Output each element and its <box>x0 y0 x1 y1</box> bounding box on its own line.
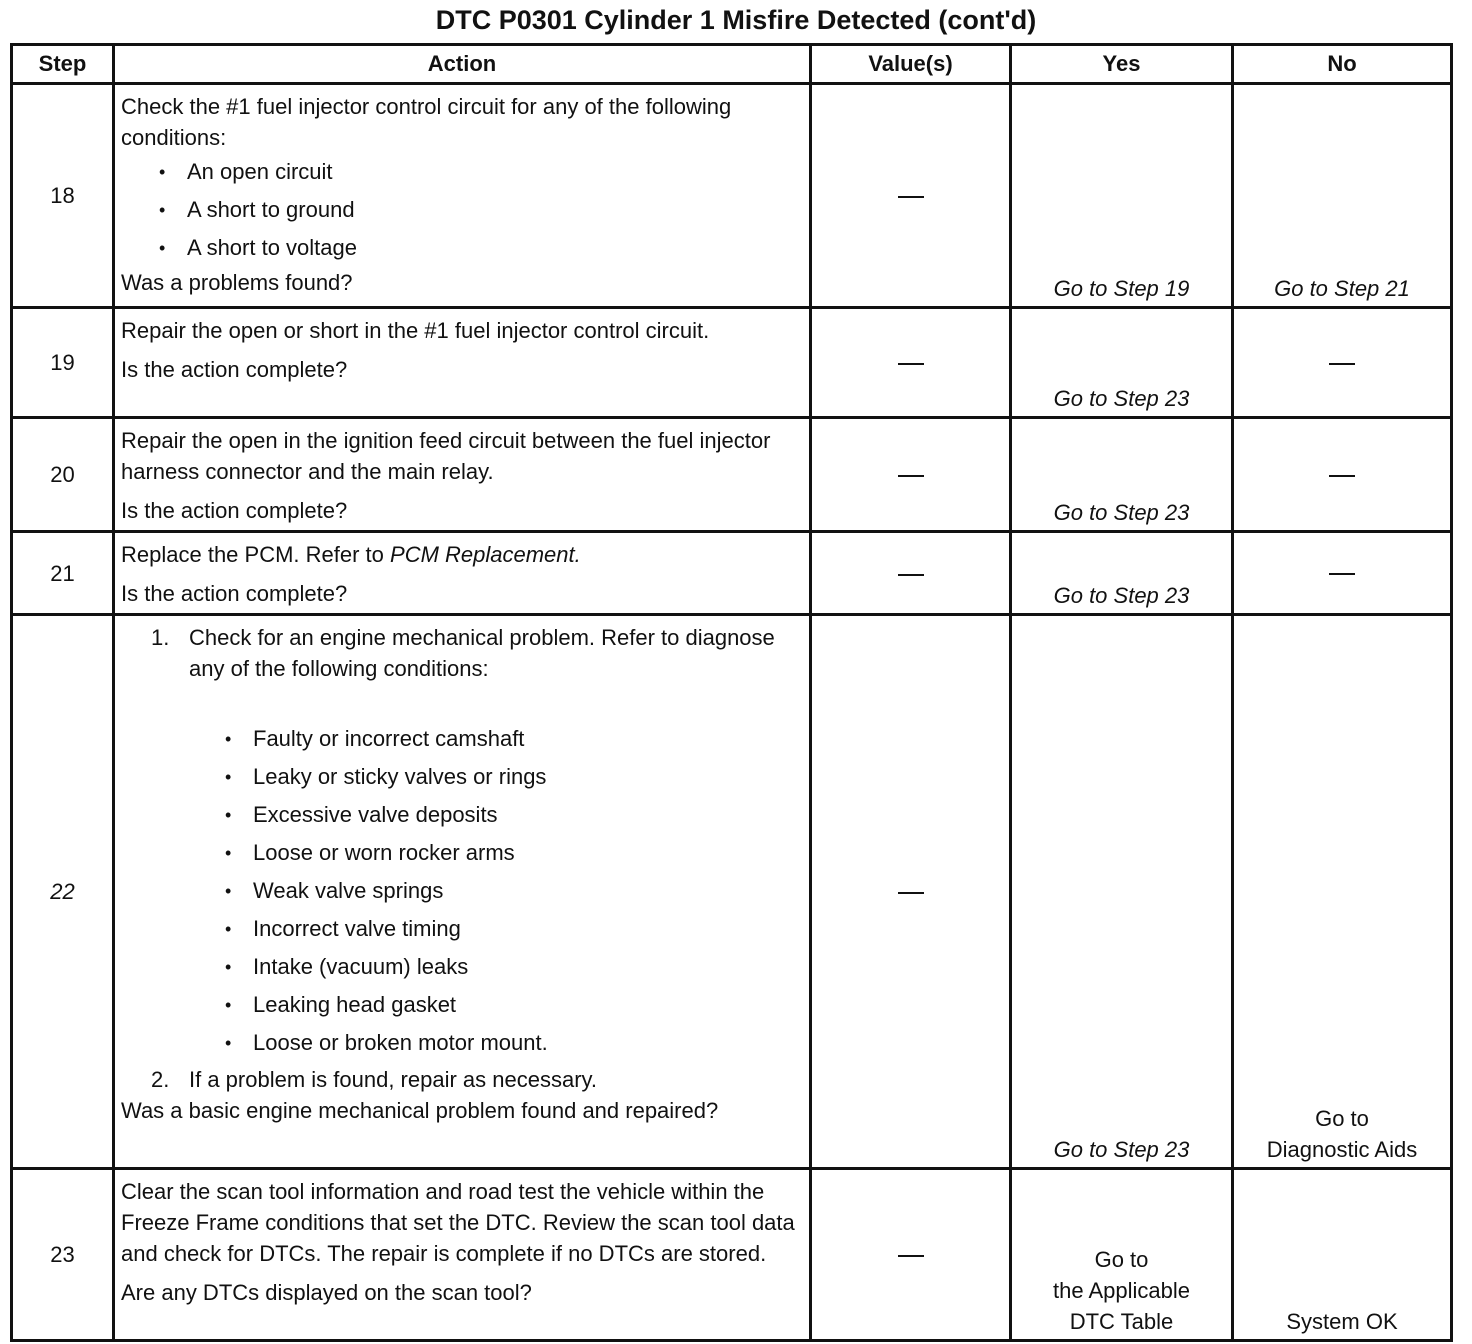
header-step: Step <box>12 45 114 84</box>
yes-line: Go to <box>1094 1247 1149 1272</box>
yes-cell: Go to Step 23 <box>1011 308 1233 418</box>
header-yes: Yes <box>1011 45 1233 84</box>
action-question: Was a problems found? <box>121 270 353 295</box>
action-cell <box>114 308 811 418</box>
header-values: Value(s) <box>811 45 1011 84</box>
no-cell <box>1233 532 1452 615</box>
numbered-steps <box>121 622 801 1095</box>
dash-mark <box>1329 573 1355 575</box>
dtc-table <box>10 43 1453 1342</box>
no-cell: Go to Step 21 <box>1233 84 1452 308</box>
dash-mark <box>898 363 924 365</box>
step-marker: 2. <box>151 1067 170 1092</box>
list-item: • Leaking head gasket <box>225 986 801 1024</box>
yes-line: DTC Table <box>1069 1309 1174 1334</box>
yes-cell: Go to Step 19 <box>1011 84 1233 308</box>
table-row <box>12 615 1452 1169</box>
list-item: • A short to voltage <box>159 229 801 267</box>
action-cell <box>114 532 811 615</box>
action-question: Is the action complete? <box>121 581 348 606</box>
yes-cell: Go to Step 23 <box>1011 532 1233 615</box>
yes-cell: Go to Step 23 <box>1011 418 1233 532</box>
step-number: 22 <box>12 615 114 1169</box>
list-item: • Loose or broken motor mount. <box>225 1024 801 1062</box>
action-question: Are any DTCs displayed on the scan tool? <box>121 1280 532 1305</box>
step-number: 19 <box>12 308 114 418</box>
table-row <box>12 1169 1452 1341</box>
list-item: • An open circuit <box>159 153 801 191</box>
no-line: Diagnostic Aids <box>1266 1137 1418 1162</box>
table-row <box>12 418 1452 532</box>
list-item: • A short to ground <box>159 191 801 229</box>
action-cell <box>114 615 811 1169</box>
list-item: • Incorrect valve timing <box>225 910 801 948</box>
condition-list <box>189 720 801 1062</box>
action-question: Was a basic engine mechanical problem found and repaired? <box>121 1098 719 1123</box>
action-question: Is the action complete? <box>121 498 348 523</box>
value-cell <box>811 418 1011 532</box>
action-text: If a problem is found, repair as necessary. <box>189 1067 598 1092</box>
page-title: DTC P0301 Cylinder 1 Misfire Detected (cont'd) <box>435 5 1037 35</box>
condition-list <box>121 153 801 267</box>
header-row <box>12 45 1452 84</box>
value-cell <box>811 1169 1011 1341</box>
action-text-lead: Replace the PCM. Refer to <box>121 542 391 567</box>
action-text: Check the #1 fuel injector control circuit for any of the following conditions: <box>121 94 732 150</box>
dash-mark <box>898 574 924 576</box>
dash-mark <box>1329 475 1355 477</box>
action-text: Repair the open or short in the #1 fuel injector control circuit. <box>121 318 710 343</box>
action-text <box>121 539 801 570</box>
list-item: • Leaky or sticky valves or rings <box>225 758 801 796</box>
list-item: • Intake (vacuum) leaks <box>225 948 801 986</box>
action-text: Check for an engine mechanical problem. Refer to diagnose any of the following conditions: <box>189 625 775 681</box>
dash-mark <box>898 196 924 198</box>
yes-line: the Applicable <box>1053 1278 1190 1303</box>
dash-mark <box>898 892 924 894</box>
step-marker: 1. <box>151 625 170 650</box>
table-row <box>12 532 1452 615</box>
header-action: Action <box>114 45 811 84</box>
yes-cell: Go to Step 23 <box>1011 615 1233 1169</box>
action-question: Is the action complete? <box>121 357 348 382</box>
header-no: No <box>1233 45 1452 84</box>
dash-mark <box>898 475 924 477</box>
table-row <box>12 84 1452 308</box>
list-item: • Excessive valve deposits <box>225 796 801 834</box>
value-cell <box>811 308 1011 418</box>
value-cell <box>811 532 1011 615</box>
no-line: Go to <box>1315 1106 1369 1131</box>
step-number: 18 <box>12 84 114 308</box>
list-item <box>151 622 801 1062</box>
list-item <box>151 1064 801 1095</box>
pcm-replacement-reference: PCM Replacement. <box>390 542 581 567</box>
action-cell <box>114 84 811 308</box>
no-cell <box>1233 418 1452 532</box>
action-cell <box>114 1169 811 1341</box>
list-item: • Weak valve springs <box>225 872 801 910</box>
yes-cell <box>1011 1169 1233 1341</box>
action-text: Repair the open in the ignition feed circuit between the fuel injector harness connector and the main relay. <box>121 428 771 484</box>
step-number: 21 <box>12 532 114 615</box>
action-text: Clear the scan tool information and road test the vehicle within the Freeze Frame conditions that set the DTC. Review the scan tool data and check for DTCs. The repair is complete if no DTCs are stored. <box>121 1179 795 1266</box>
step-number: 23 <box>12 1169 114 1341</box>
no-cell <box>1233 308 1452 418</box>
table-row <box>12 308 1452 418</box>
list-item: • Loose or worn rocker arms <box>225 834 801 872</box>
dash-mark <box>898 1255 924 1257</box>
list-item: • Faulty or incorrect camshaft <box>225 720 801 758</box>
no-cell: System OK <box>1233 1169 1452 1341</box>
action-cell <box>114 418 811 532</box>
value-cell <box>811 84 1011 308</box>
dash-mark <box>1329 363 1355 365</box>
no-cell <box>1233 615 1452 1169</box>
value-cell <box>811 615 1011 1169</box>
step-number: 20 <box>12 418 114 532</box>
